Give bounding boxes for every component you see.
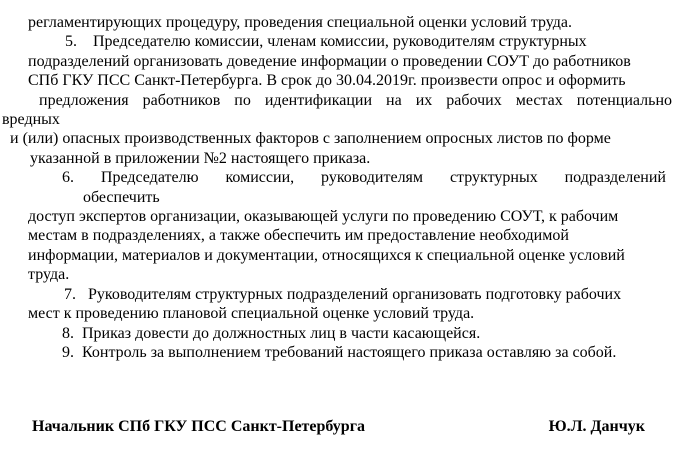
- document-line: обеспечить: [83, 188, 160, 206]
- signatory-position-title: Начальник СПб ГКУ ПСС Санкт-Петербурга: [32, 418, 365, 436]
- document-line-item-5: 5. Председателю комиссии, членам комиссии, руководителям структурных: [65, 33, 587, 51]
- document-line-item-7: 7. Руководителям структурных подразделений организовать подготовку рабочих: [64, 285, 622, 303]
- document-line: труда.: [28, 266, 70, 284]
- document-line: вредных: [2, 111, 60, 129]
- document-line: местам в подразделениях, а также обеспечить им предоставление необходимой: [28, 227, 569, 245]
- document-line: указанной в приложении №2 настоящего приказа.: [30, 149, 371, 167]
- document-line: подразделений организовать доведение информации о проведении СОУТ до работников: [28, 52, 631, 70]
- document-line-item-6: 6. Председателю комиссии, руководителям структурных подразделений: [62, 169, 666, 187]
- document-line: предложения работников по идентификации на их рабочих местах потенциально: [39, 91, 672, 109]
- document-line: мест к проведению плановой специальной оценке условий труда.: [28, 305, 475, 323]
- document-line: и (или) опасных производственных факторов с заполнением опросных листов по форме: [10, 130, 611, 148]
- document-line: СПб ГКУ ПСС Санкт-Петербурга. В срок до 30.04.2019г. произвести опрос и оформить: [28, 72, 626, 90]
- document-line: регламентирующих процедуру, проведения специальной оценки условий труда.: [28, 14, 572, 31]
- document-line: информации, материалов и документации, относящихся к специальной оценке условий: [28, 246, 625, 264]
- document-line-item-8: 8. Приказ довести до должностных лиц в части касающейся.: [62, 324, 481, 342]
- document-line: доступ экспертов организации, оказывающей услуги по проведению СОУТ, к рабочим: [28, 208, 619, 226]
- signatory-name: Ю.Л. Данчук: [548, 418, 645, 436]
- document-line-item-9: 9. Контроль за выполнением требований настоящего приказа оставляю за собой.: [62, 343, 617, 361]
- signature-row: [0, 417, 700, 436]
